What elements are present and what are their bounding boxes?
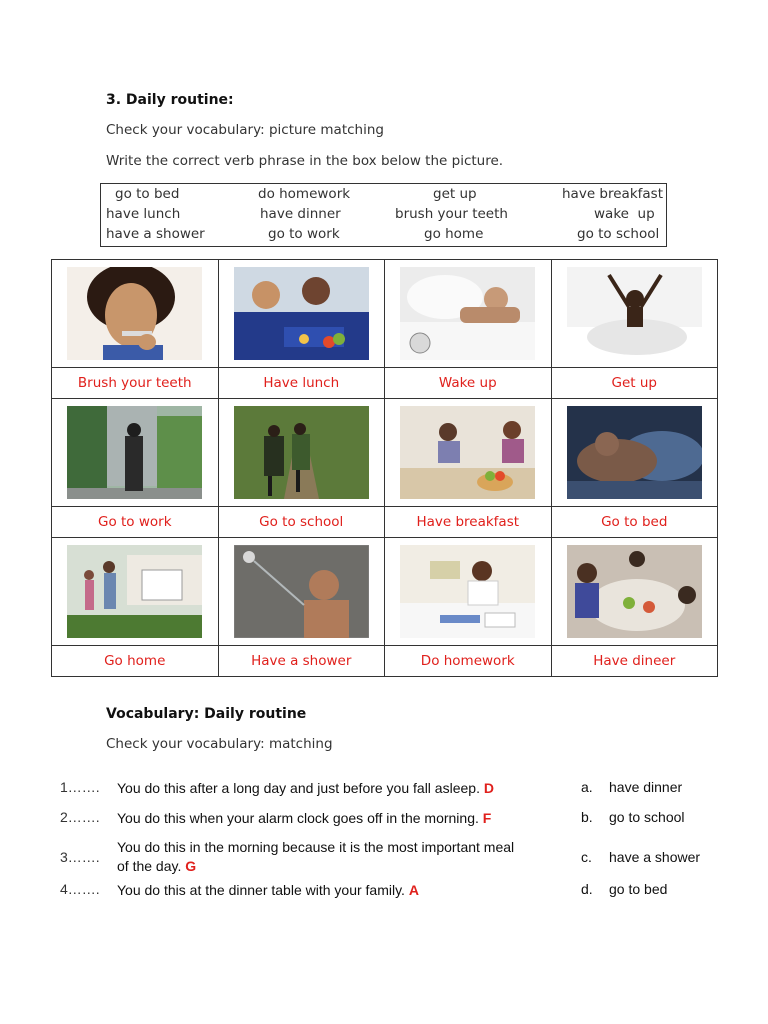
- vocab-title: Vocabulary: Daily routine: [106, 706, 307, 722]
- item-number: 2…….: [60, 809, 100, 825]
- word-option: brush your teeth: [395, 206, 508, 222]
- picture-cell: [551, 538, 718, 646]
- photo-have-lunch: [234, 267, 369, 360]
- picture-cell: [551, 260, 718, 368]
- word-option: go to school: [577, 226, 660, 242]
- item-sentence: You do this at the dinner table with your family.: [117, 882, 405, 898]
- item-text: [117, 809, 527, 828]
- instruction-write-phrase: Write the correct verb phrase in the box below the picture.: [106, 153, 504, 169]
- picture-label: Have a shower: [218, 646, 385, 677]
- option-letter: c.: [581, 849, 592, 865]
- photo-brush-teeth: [67, 267, 202, 360]
- word-box-row: [101, 226, 666, 246]
- photo-do-homework: [400, 545, 535, 638]
- item-answer: A: [408, 882, 419, 898]
- picture-label: Brush your teeth: [52, 368, 219, 399]
- photo-go-to-work: [67, 406, 202, 499]
- word-option: get up: [433, 186, 477, 202]
- word-option: wake up: [594, 206, 655, 222]
- word-option: have breakfast: [562, 186, 663, 202]
- picture-cell: [52, 260, 219, 368]
- word-option: do homework: [258, 186, 351, 202]
- item-sentence: You do this when your alarm clock goes off in the morning.: [117, 810, 479, 826]
- option-letter: b.: [581, 809, 593, 825]
- picture-label: Go to work: [52, 507, 219, 538]
- option-text: go to bed: [609, 881, 668, 897]
- word-option: have lunch: [106, 206, 181, 222]
- picture-cell: [385, 538, 552, 646]
- option-letter: a.: [581, 779, 593, 795]
- item-number: 3…….: [60, 849, 100, 865]
- photo-go-to-school: [234, 406, 369, 499]
- picture-label: Have breakfast: [385, 507, 552, 538]
- photo-have-a-shower: [234, 545, 369, 638]
- item-number: 1…….: [60, 779, 100, 795]
- item-sentence: You do this in the morning because it is the most important meal of the day.: [117, 839, 515, 874]
- picture-cell: [52, 538, 219, 646]
- instruction-picture-matching: Check your vocabulary: picture matching: [106, 122, 384, 138]
- option-text: have a shower: [609, 849, 701, 865]
- word-option: go home: [424, 226, 484, 242]
- photo-wake-up: [400, 267, 535, 360]
- option-letter: d.: [581, 881, 593, 897]
- picture-cell: [385, 260, 552, 368]
- photo-go-home: [67, 545, 202, 638]
- picture-label: Go to school: [218, 507, 385, 538]
- item-text: [117, 838, 527, 876]
- picture-label: Get up: [551, 368, 718, 399]
- picture-cell: [551, 399, 718, 507]
- option-text: go to school: [609, 809, 685, 825]
- word-option: have a shower: [106, 226, 205, 242]
- photo-have-dinner: [567, 545, 702, 638]
- photo-have-breakfast: [400, 406, 535, 499]
- item-sentence: You do this after a long day and just before you fall asleep.: [117, 780, 480, 796]
- word-box: [100, 183, 667, 247]
- vocab-instruction: Check your vocabulary: matching: [106, 736, 333, 752]
- picture-cell: [218, 538, 385, 646]
- section-title: 3. Daily routine:: [106, 92, 234, 108]
- item-number: 4…….: [60, 881, 100, 897]
- item-answer: D: [483, 780, 494, 796]
- picture-label: Have lunch: [218, 368, 385, 399]
- picture-label: Have dineer: [551, 646, 718, 677]
- option-text: have dinner: [609, 779, 683, 795]
- word-box-row: [101, 206, 666, 226]
- picture-label: Do homework: [385, 646, 552, 677]
- picture-cell: [52, 399, 219, 507]
- photo-go-to-bed: [567, 406, 702, 499]
- picture-cell: [385, 399, 552, 507]
- picture-cell: [218, 260, 385, 368]
- picture-label: Go home: [52, 646, 219, 677]
- item-answer: G: [185, 858, 197, 874]
- item-answer: F: [482, 810, 492, 826]
- word-option: have dinner: [260, 206, 341, 222]
- picture-grid: [51, 259, 718, 677]
- word-option: go to work: [268, 226, 340, 242]
- picture-label: Go to bed: [551, 507, 718, 538]
- picture-cell: [218, 399, 385, 507]
- picture-label: Wake up: [385, 368, 552, 399]
- item-text: [117, 779, 527, 798]
- word-option: go to bed: [115, 186, 180, 202]
- word-box-row: [101, 186, 666, 206]
- item-text: [117, 881, 527, 900]
- photo-get-up: [567, 267, 702, 360]
